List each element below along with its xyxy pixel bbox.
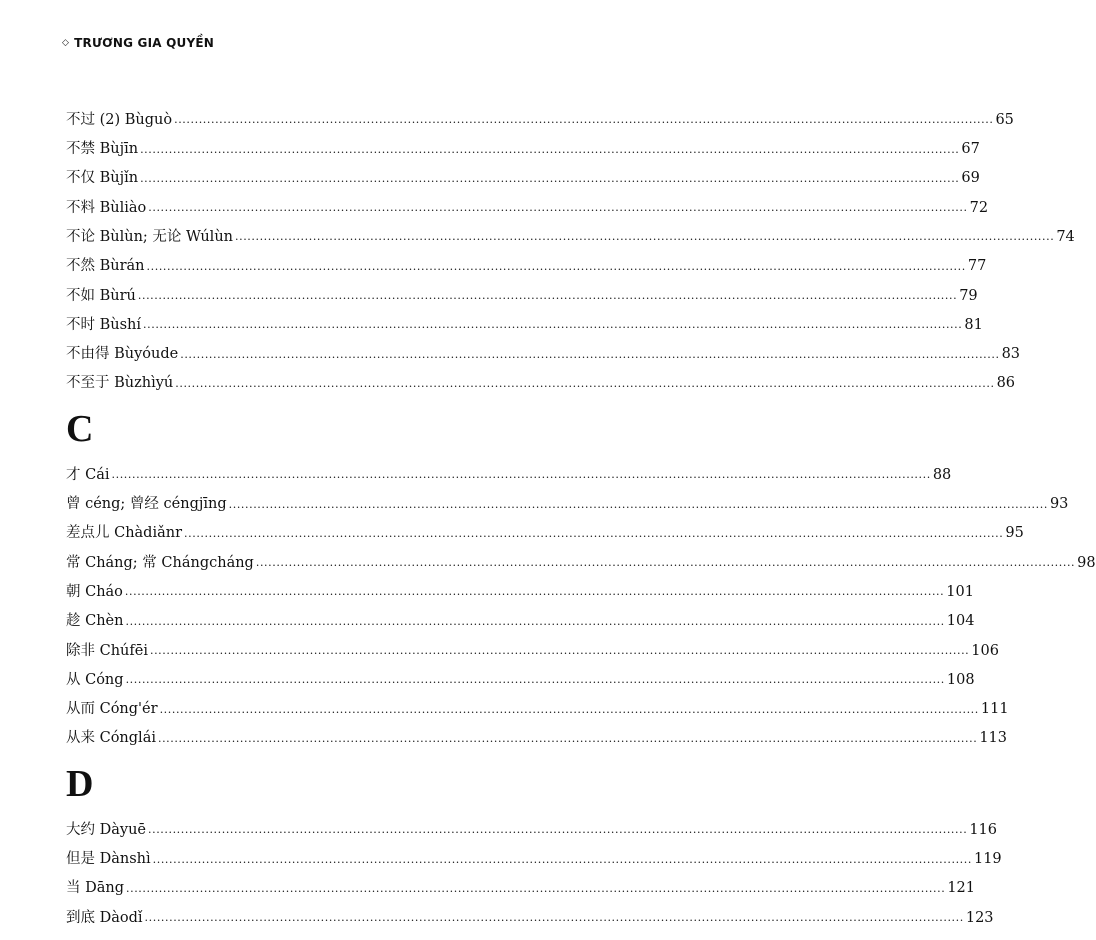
toc-entry-title: 不至于 Bùzhìyú xyxy=(66,375,174,392)
toc-entry-title: 从 Cóng xyxy=(66,671,124,688)
toc-entry-title: 差点儿 Chàdiǎnr xyxy=(66,525,183,542)
toc-entry-page: 116 xyxy=(969,821,998,838)
toc-entry-page: 121 xyxy=(947,880,976,897)
dot-leader: ........................................................................................................................................................................................................ xyxy=(148,823,968,837)
toc-entry[interactable] xyxy=(66,127,980,158)
toc-entry-title: 不由得 Bùyóude xyxy=(66,346,179,363)
toc-entry-page: 111 xyxy=(980,701,1009,718)
toc-entry-title: 当 Dāng xyxy=(66,880,124,897)
toc-entry-page: 79 xyxy=(959,287,978,304)
dot-leader: ........................................................................................................................................................................................................ xyxy=(124,585,945,599)
toc-entry[interactable] xyxy=(66,837,1002,868)
toc-entry[interactable] xyxy=(66,215,1075,245)
dot-leader: ........................................................................................................................................................................................................ xyxy=(144,911,964,925)
toc-entry-title: 除非 Chúfēi xyxy=(66,642,148,659)
toc-entry[interactable] xyxy=(66,629,999,659)
toc-entry[interactable] xyxy=(66,303,983,333)
dot-leader: ........................................................................................................................................................................................................ xyxy=(175,376,995,390)
toc-entry-title: 曾 céng; 曾经 céngjīng xyxy=(66,496,227,513)
toc-entry-page: 113 xyxy=(979,730,1007,747)
toc-entry-title: 不禁 Bùjīn xyxy=(66,141,139,158)
dot-leader: ........................................................................................................................................................................................................ xyxy=(146,259,966,273)
toc-entry-page: 77 xyxy=(967,258,987,275)
dot-leader: ........................................................................................................................................................................................................ xyxy=(157,731,978,745)
toc-entry-page: 83 xyxy=(1001,346,1021,363)
toc-entry[interactable] xyxy=(66,332,1021,363)
toc-entry[interactable] xyxy=(66,186,989,216)
toc-entry[interactable] xyxy=(66,157,980,187)
section-letter-d: D xyxy=(66,762,94,805)
toc-entry-title: 不料 Bùliào xyxy=(66,199,147,216)
toc-entry[interactable] xyxy=(66,687,1009,718)
toc-entry[interactable] xyxy=(66,98,1014,128)
diamond-icon: ◇ xyxy=(62,38,70,48)
toc-entry-title: 朝 Cháo xyxy=(66,583,123,600)
toc-entry-title: 不仅 Bùjǐn xyxy=(66,170,139,187)
dot-leader: ........................................................................................................................................................................................................ xyxy=(143,318,963,332)
toc-entry-title: 才 Cái xyxy=(66,466,110,483)
toc-entry-title: 到底 Dàodǐ xyxy=(66,909,143,926)
dot-leader: ........................................................................................................................................................................................................ xyxy=(137,289,958,303)
toc-entry[interactable] xyxy=(66,599,975,630)
header-title: TRƯƠNG GIA QUYỀN xyxy=(74,36,214,50)
toc-entry-title: 不时 Bùshí xyxy=(66,316,142,333)
dot-leader: ........................................................................................................................................................................................................ xyxy=(126,881,946,895)
dot-leader: ........................................................................................................................................................................................................ xyxy=(180,347,1000,361)
table-of-contents xyxy=(66,98,1096,926)
toc-entry[interactable] xyxy=(66,453,952,483)
dot-leader: ........................................................................................................................................................................................................ xyxy=(140,171,960,185)
toc-entry[interactable] xyxy=(66,512,1024,542)
dot-leader: ........................................................................................................................................................................................................ xyxy=(228,497,1048,511)
toc-entry-page: 74 xyxy=(1056,228,1075,245)
toc-entry-page: 106 xyxy=(971,642,999,659)
toc-entry-page: 72 xyxy=(969,199,989,216)
toc-entry[interactable] xyxy=(66,808,998,838)
toc-entry-title: 从来 Cónglái xyxy=(66,730,156,747)
dot-leader: ........................................................................................................................................................................................................ xyxy=(111,468,931,482)
toc-entry-title: 不然 Bùrán xyxy=(66,258,145,275)
toc-entry[interactable] xyxy=(66,482,1069,513)
toc-entry[interactable] xyxy=(66,541,1096,571)
dot-leader: ........................................................................................................................................................................................................ xyxy=(235,230,1055,244)
dot-leader: ........................................................................................................................................................................................................ xyxy=(174,113,994,127)
dot-leader: ........................................................................................................................................................................................................ xyxy=(125,614,945,628)
toc-entry-page: 98 xyxy=(1077,554,1096,571)
toc-entry-page: 95 xyxy=(1005,525,1024,542)
toc-entry-page: 104 xyxy=(946,613,975,630)
toc-entry[interactable] xyxy=(66,658,975,688)
toc-entry-title: 从而 Cóng'ér xyxy=(66,701,158,718)
dot-leader: ........................................................................................................................................................................................................ xyxy=(140,142,960,156)
toc-entry[interactable] xyxy=(66,717,1007,747)
toc-entry-page: 101 xyxy=(946,583,974,600)
toc-entry-title: 但是 Dànshì xyxy=(66,851,151,868)
toc-entry-page: 93 xyxy=(1049,496,1069,513)
toc-entry-page: 67 xyxy=(961,141,980,158)
dot-leader: ........................................................................................................................................................................................................ xyxy=(125,673,945,687)
toc-entry-title: 常 Cháng; 常 Chángcháng xyxy=(66,554,254,571)
running-header xyxy=(62,36,214,50)
toc-entry-page: 108 xyxy=(946,671,975,688)
toc-entry-page: 86 xyxy=(996,375,1016,392)
toc-entry[interactable] xyxy=(66,362,1016,392)
dot-leader: ........................................................................................................................................................................................................ xyxy=(255,556,1076,570)
toc-entry-title: 不如 Bùrú xyxy=(66,287,136,304)
toc-entry-page: 123 xyxy=(965,909,994,926)
toc-entry[interactable] xyxy=(66,896,994,926)
toc-entry[interactable] xyxy=(66,244,987,275)
toc-entry-page: 65 xyxy=(995,111,1014,128)
dot-leader: ........................................................................................................................................................................................................ xyxy=(184,526,1004,540)
toc-entry[interactable] xyxy=(66,867,976,897)
toc-entry-title: 不过 (2) Bùguò xyxy=(66,111,173,128)
toc-entry[interactable] xyxy=(66,274,978,304)
dot-leader: ........................................................................................................................................................................................................ xyxy=(159,702,979,716)
toc-entry-title: 不论 Bùlùn; 无论 Wúlùn xyxy=(66,228,233,245)
toc-entry-page: 119 xyxy=(973,851,1002,868)
toc-entry-title: 大约 Dàyuē xyxy=(66,821,146,838)
toc-entry-title: 趁 Chèn xyxy=(66,613,124,630)
toc-entry-page: 69 xyxy=(961,170,980,187)
dot-leader: ........................................................................................................................................................................................................ xyxy=(148,201,968,215)
section-letter-c: C xyxy=(66,407,94,450)
toc-entry-page: 81 xyxy=(964,316,983,333)
dot-leader: ........................................................................................................................................................................................................ xyxy=(149,644,970,658)
toc-entry-page: 88 xyxy=(932,466,952,483)
toc-entry[interactable] xyxy=(66,570,974,600)
dot-leader: ........................................................................................................................................................................................................ xyxy=(152,852,972,866)
